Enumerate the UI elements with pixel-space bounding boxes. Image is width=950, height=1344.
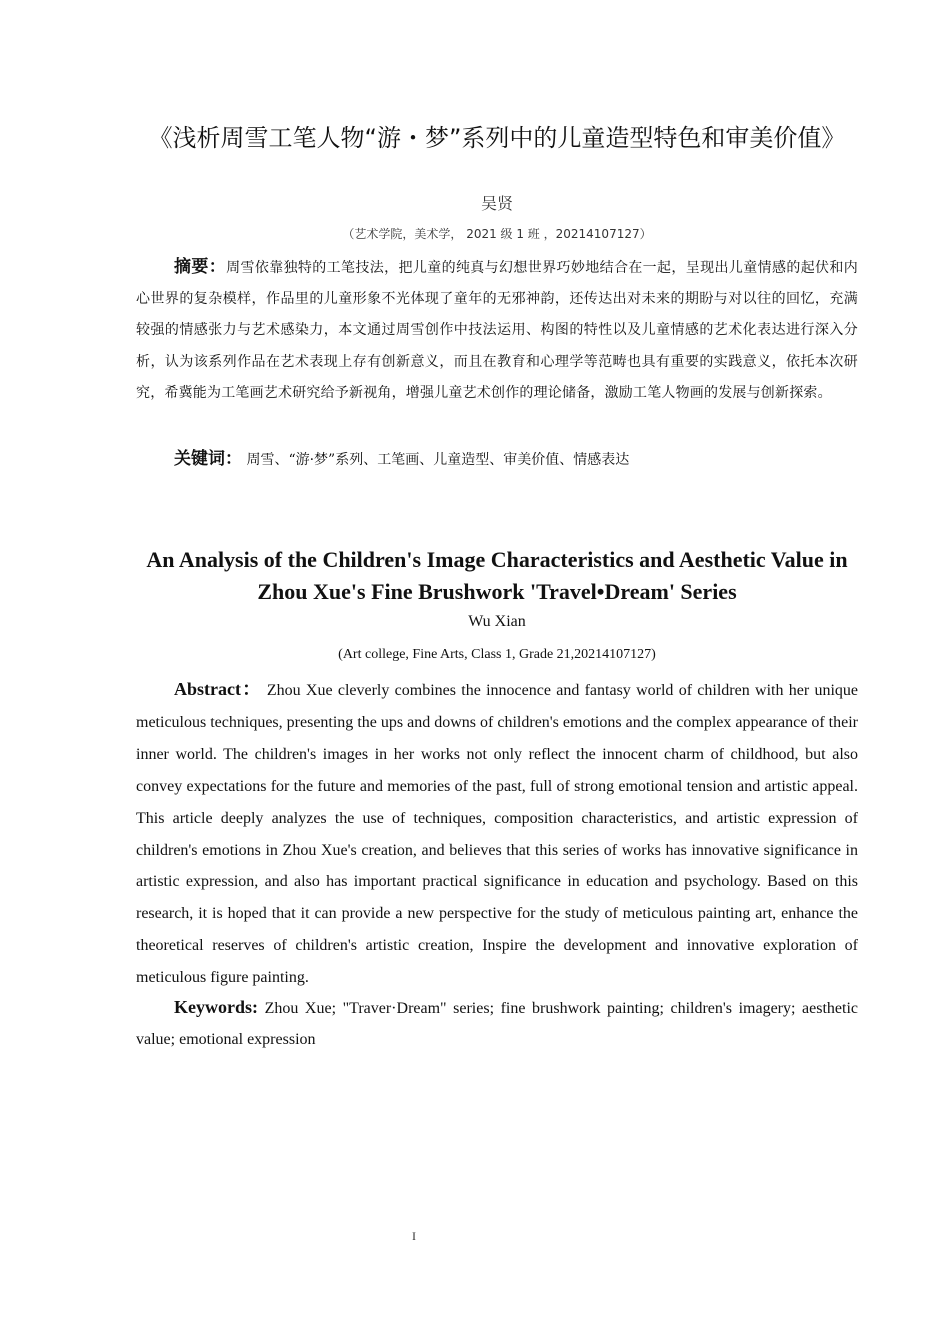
chinese-abstract-text: 周雪依靠独特的工笔技法，把儿童的纯真与幻想世界巧妙地结合在一起，呈现出儿童情感的起伏和内心世界的复杂模样，作品里的儿童形象不光体现了童年的无邪神韵，还传达出对未来的期盼与对以往的回忆，充满较强的情感张力与艺术感染力，本文通过周雪创作中技法运用、构图的特性以及儿童情感的艺术化表达进行深入分析，认为该系列作品在艺术表现上存有创新意义，而且在教育和心理学等范畴也具有重要的实践意义，依托本次研究，希冀能为工笔画艺术研究给予新视角，增强儿童艺术创作的理论储备，激励工笔人物画的发展与创新探索。 (136, 260, 858, 401)
chinese-abstract (136, 252, 858, 409)
chinese-abstract-label: 摘要： (174, 257, 227, 277)
english-keywords (136, 992, 858, 1055)
english-keywords-label: Keywords: (174, 997, 258, 1017)
english-abstract (136, 674, 858, 994)
chinese-keywords-text: 周雪、“游·梦”系列、工笔画、儿童造型、审美价值、情感表达 (242, 452, 630, 468)
english-abstract-text: Zhou Xue cleverly combines the innocence and fantasy world of children with her unique meticulous techniques, presenting the ups and downs of children's emotions and the complex appearance of their inner world. The children's images in her works not only reflect the innocent charm of childhood, but also convey expectations for the future and memories of the past, full of strong emotional tension and artistic appeal. This article deeply analyzes the use of techniques, composition characteristics, and artistic expression of children's emotions in Zhou Xue's creation, and believes that this series of works has innovative significance in artistic expression, and also has important practical significance in education and psychology. Based on this research, it is hoped that it can provide a new perspective for the study of meticulous painting art, enhance the theoretical reserves of children's artistic creation, Inspire the development and innovative exploration of meticulous figure painting. (136, 682, 859, 987)
english-abstract-label: Abstract： (174, 679, 262, 699)
page-number: I (412, 1229, 416, 1243)
chinese-keywords-label: 关键词： (174, 449, 242, 469)
english-title: An Analysis of the Children's Image Characteristics and Aesthetic Value in Zhou Xue's Fine Brushwork 'Travel•Dream' Series (146, 547, 848, 604)
chinese-affiliation: （艺术学院，美术学， 2021 级 1 班 ，20214107127） (342, 227, 652, 241)
chinese-author: 吴贤 (480, 194, 513, 213)
english-affiliation: (Art college, Fine Arts, Class 1, Grade 21,20214107127) (338, 647, 656, 662)
english-keywords-text: Zhou Xue; "Traver·Dream" series; fine brushwork painting; children's imagery; aesthetic value; emotional expression (136, 1000, 858, 1048)
chinese-title: 《浅析周雪工笔人物“游・梦”系列中的儿童造型特色和审美价值》 (148, 124, 846, 152)
chinese-keywords (136, 444, 858, 475)
english-author: Wu Xian (468, 613, 526, 630)
